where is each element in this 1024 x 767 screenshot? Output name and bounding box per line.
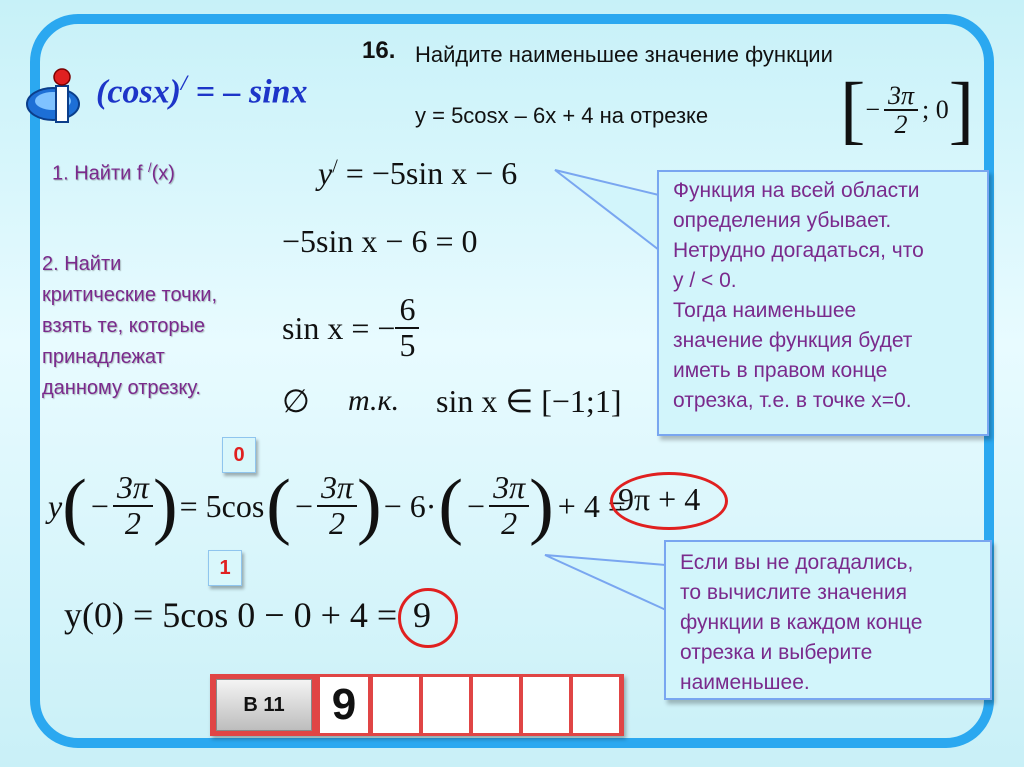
step2-line: критические точки, — [42, 284, 218, 306]
y-left-y: y — [48, 487, 63, 524]
sin-equation-lhs: sin x = − — [282, 309, 396, 346]
paren: ) — [529, 465, 554, 547]
callout-line: Если вы не догадались, — [680, 551, 914, 574]
paren: ) — [357, 465, 382, 547]
frac-den: 2 — [124, 505, 141, 541]
callout-line: наименьшее. — [680, 671, 810, 694]
y-left-plus4: + 4 = — [557, 487, 626, 524]
empty-set-symbol: ∅ — [282, 383, 310, 419]
step2 — [42, 249, 217, 404]
callout-line: определения убывает. — [673, 209, 892, 232]
answer-cell[interactable]: 9 — [320, 677, 368, 733]
step1-text: 1. Найти f — [52, 162, 148, 185]
frac-num: 3π — [113, 471, 153, 507]
callout-line: иметь в правом конце — [673, 359, 888, 382]
answer-cell[interactable] — [573, 677, 619, 733]
y-left-result: 9π + 4 — [618, 481, 701, 517]
task-number: 16. — [362, 37, 396, 64]
value-at-right-end: y(0) = 5cos 0 − 0 + 4 = — [64, 595, 398, 635]
derivative-rhs: = −5sin x − 6 — [345, 155, 518, 191]
y-left-minus3: − — [467, 487, 486, 524]
score-badge-0: 0 — [222, 437, 256, 473]
info-formula-lhs: (cosx) — [96, 73, 181, 111]
paren: ( — [266, 465, 291, 547]
sin-equation — [282, 283, 419, 373]
paren: ( — [62, 465, 87, 547]
sin-denominator: 5 — [399, 327, 416, 363]
y-left-mid: − 6· — [383, 487, 437, 524]
info-formula — [96, 70, 308, 111]
answer-cell[interactable] — [373, 677, 419, 733]
callout-line: Тогда наименьшее — [673, 299, 857, 322]
step1 — [52, 160, 175, 186]
interval-minus: − — [865, 95, 880, 124]
since-label: т.к. — [348, 384, 400, 417]
step1-prime: / — [147, 160, 152, 175]
task-line1: Найдите наименьшее значение функции — [415, 42, 833, 67]
callout-monotonic — [657, 170, 989, 436]
step2-line: взять те, которые — [42, 315, 206, 337]
callout1-pointer — [555, 170, 659, 250]
callout-line: отрезка, т.е. в точке х=0. — [673, 389, 912, 412]
y-right-result: 9 — [413, 595, 431, 635]
y-left-eqcos: = 5cos — [179, 487, 265, 524]
interval-bracket-right: ] — [948, 68, 975, 152]
step2-line: данному отрезку. — [42, 377, 201, 399]
info-icon — [20, 68, 90, 128]
answer-cell[interactable] — [523, 677, 569, 733]
step2-line: принадлежат — [42, 346, 165, 368]
paren: ) — [152, 465, 178, 547]
interval-bracket-left: [ — [840, 68, 866, 152]
frac-den: 2 — [329, 505, 346, 541]
callout-line: функции в каждом конце — [680, 611, 923, 634]
callout2-pointer — [545, 555, 666, 610]
task-interval — [840, 70, 974, 150]
interval-fraction — [884, 82, 918, 139]
sin-numerator: 6 — [395, 293, 419, 329]
callout-line: Функция на всей области — [673, 179, 920, 202]
frac-den: 2 — [501, 505, 518, 541]
task-line2: y = 5cosx – 6x + 4 на отрезке — [415, 103, 709, 128]
y-left-frac3 — [489, 471, 529, 540]
score-badge-1: 1 — [208, 550, 242, 586]
paren: ( — [438, 465, 464, 547]
sin-range: sin x ∈ [−1;1] — [436, 383, 622, 419]
derivative-prime: / — [332, 155, 338, 178]
callout-line: отрезка и выберите — [680, 641, 873, 664]
interval-separator: ; 0 — [922, 95, 949, 124]
interval-numerator: 3π — [884, 82, 918, 111]
derivative-formula — [318, 155, 517, 192]
value-at-left-end — [48, 456, 626, 556]
callout-line: то вычислите значения — [680, 581, 907, 604]
callout-line: Нетрудно догадаться, что — [673, 239, 924, 262]
callout-line: y / < 0. — [673, 269, 737, 292]
critical-equation: −5sin x − 6 = 0 — [282, 223, 478, 259]
y-left-minus1: − — [90, 487, 109, 524]
callout-line: значение функция будет — [673, 329, 913, 352]
interval-denominator: 2 — [894, 110, 908, 139]
info-formula-prime: / — [180, 70, 188, 95]
y-left-frac2 — [317, 471, 357, 540]
answer-cell[interactable] — [473, 677, 519, 733]
answer-cell[interactable] — [423, 677, 469, 733]
y-left-frac1 — [113, 471, 153, 540]
info-formula-rhs: = – sinx — [195, 73, 308, 111]
derivative-y: y — [318, 155, 333, 191]
answer-bar — [210, 674, 624, 736]
step2-line: 2. Найти — [42, 253, 122, 275]
callout-ends — [664, 540, 992, 700]
frac-num: 3π — [317, 471, 357, 507]
step1-arg: (x) — [151, 162, 175, 185]
sin-equation-fraction — [395, 293, 419, 362]
y-left-minus2: − — [294, 487, 313, 524]
frac-num: 3π — [489, 471, 529, 507]
answer-label-button[interactable]: В 11 — [216, 679, 312, 731]
